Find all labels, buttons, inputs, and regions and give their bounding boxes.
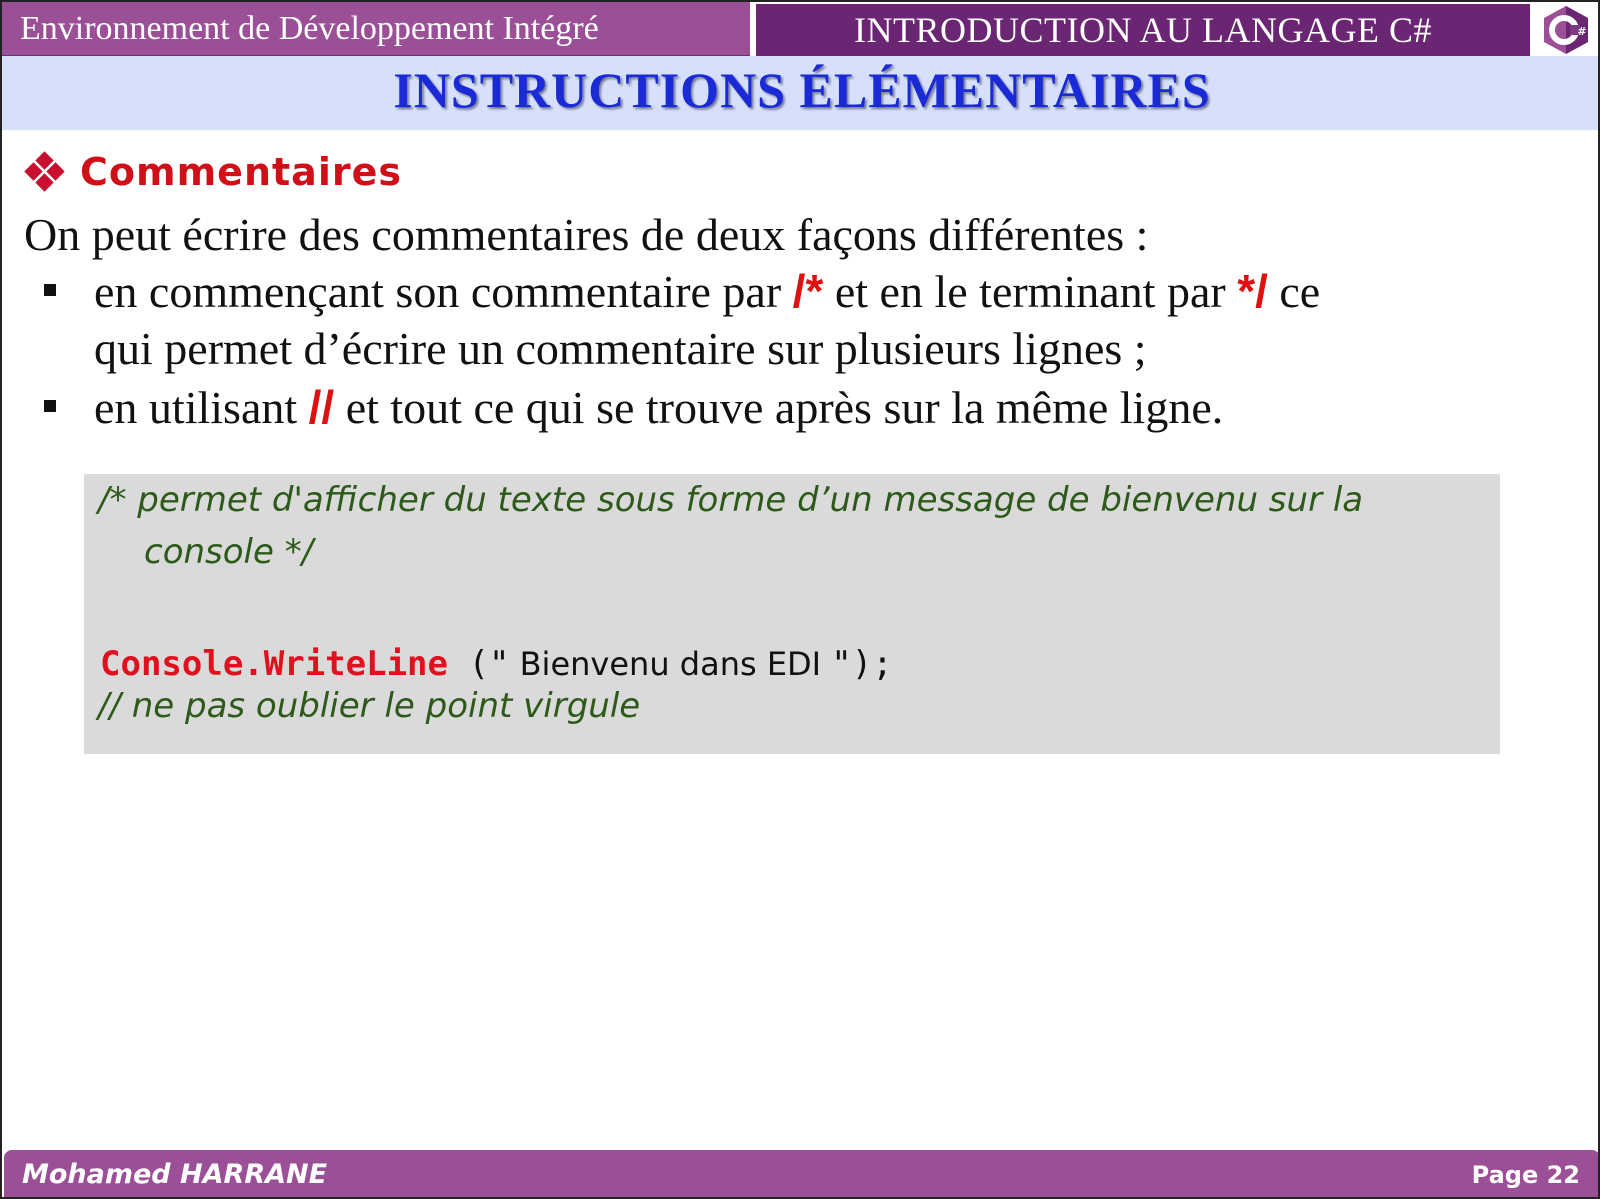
header-logo bbox=[1530, 2, 1600, 56]
bullet-item-2 bbox=[94, 380, 1223, 434]
bullet-1-close-comment: */ bbox=[1237, 265, 1268, 317]
code-block-comment-line-2: console */ bbox=[144, 532, 314, 572]
bullet-2-text-c: et tout ce qui se trouve après sur la même ligne. bbox=[334, 382, 1224, 433]
bullet-square-icon bbox=[44, 400, 56, 412]
section-heading bbox=[26, 144, 402, 200]
section-label: Commentaires bbox=[80, 150, 402, 194]
code-block-comment-line-1: /* permet d'afficher du texte sous forme d’un message de bienvenu sur la bbox=[98, 480, 1364, 520]
intro-paragraph: On peut écrire des commentaires de deux façons différentes : bbox=[24, 209, 1149, 260]
bullet-1-text-a: en commençant son commentaire par bbox=[94, 266, 793, 317]
header-right-title: INTRODUCTION AU LANGAGE C# bbox=[756, 4, 1530, 56]
footer-author: Mohamed HARRANE bbox=[22, 1159, 328, 1190]
code-open-paren: (" bbox=[448, 644, 510, 684]
code-sample-box bbox=[84, 474, 1500, 754]
svg-text:#: # bbox=[1577, 25, 1587, 38]
diamond-bullet-icon bbox=[26, 153, 64, 191]
bullet-1-text-e: ce bbox=[1267, 266, 1321, 317]
code-method: Console.WriteLine bbox=[100, 644, 448, 684]
bullet-1-text-c: et en le terminant par bbox=[823, 266, 1238, 317]
slide-title: INSTRUCTIONS ÉLÉMENTAIRES bbox=[393, 62, 1211, 118]
bullet-square-icon bbox=[44, 284, 56, 296]
code-statement bbox=[100, 644, 893, 684]
title-band bbox=[2, 56, 1600, 130]
bullet-item-1-line-2: qui permet d’écrire un commentaire sur plusieurs lignes ; bbox=[94, 323, 1147, 374]
bullet-2-text-a: en utilisant bbox=[94, 382, 309, 433]
header-left-title: Environnement de Développement Intégré bbox=[2, 2, 750, 56]
code-line-comment: // ne pas oublier le point virgule bbox=[98, 686, 641, 726]
csharp-logo-icon bbox=[1540, 4, 1592, 56]
footer-bar bbox=[4, 1150, 1600, 1199]
code-close-paren: "); bbox=[831, 644, 893, 684]
bullet-2-line-comment: // bbox=[308, 381, 335, 433]
bullet-item-1-line-1 bbox=[94, 264, 1320, 318]
bullet-1-open-comment: /* bbox=[792, 265, 824, 317]
footer-page-number: Page 22 bbox=[1471, 1161, 1580, 1189]
code-string: Bienvenu dans EDI bbox=[509, 645, 832, 683]
